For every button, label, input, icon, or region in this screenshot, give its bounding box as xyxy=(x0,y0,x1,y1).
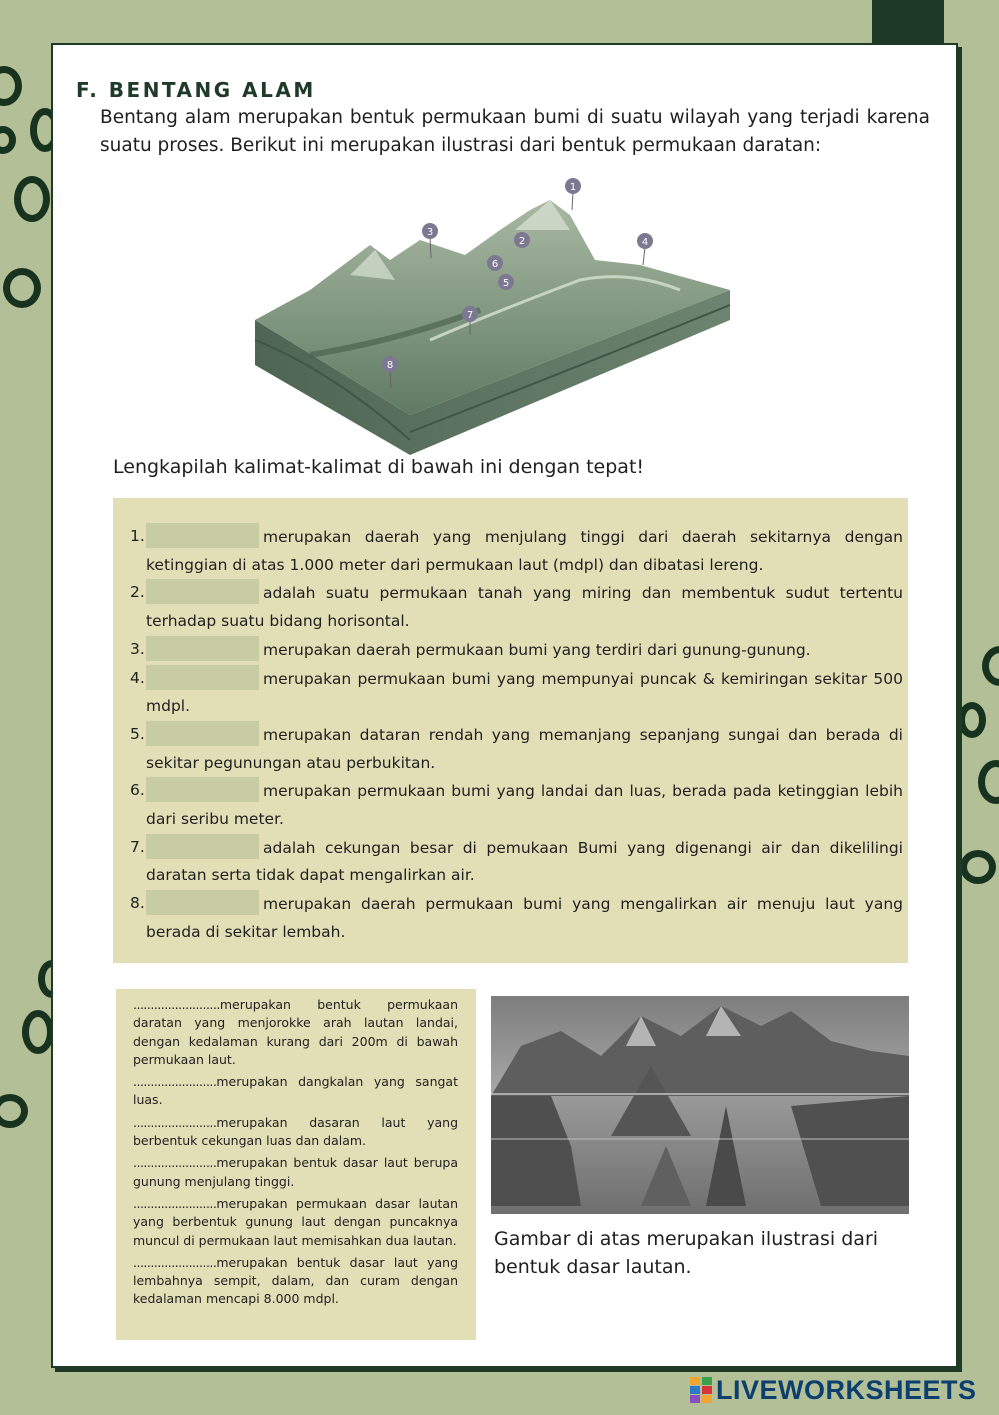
decor-ring xyxy=(3,268,41,308)
question-text: merupakan permukaan bumi yang mempunyai puncak & kemiringan sekitar 500 mdpl. xyxy=(146,669,903,716)
question-list xyxy=(130,523,903,947)
ocean-item-text: merupakan bentuk permukaan daratan yang menjorokke arah lautan landai, dengan kedalaman kurang dari 200m di bawah permukaan laut. xyxy=(133,997,458,1067)
question-text: merupakan daerah yang menjulang tinggi dari daerah sekitarnya dengan ketinggian di atas 1.000 meter dari permukaan laut (mdpl) dan dibatasi lereng. xyxy=(146,528,903,574)
question-text: merupakan dataran rendah yang memanjang sepanjang sungai dan berada di sekitar pegunungan atau perbukitan. xyxy=(146,725,903,772)
answer-blank-6[interactable] xyxy=(146,777,259,802)
seafloor-illustration xyxy=(491,996,909,1214)
decor-ring xyxy=(958,702,986,738)
marker-8: 8 xyxy=(386,360,394,371)
marker-1: 1 xyxy=(569,182,577,193)
answer-dots-2[interactable]: ........................ xyxy=(133,1074,217,1090)
decor-ring xyxy=(0,66,22,106)
landform-illustration xyxy=(250,170,750,460)
question-item xyxy=(130,890,903,946)
answer-dots-3[interactable]: ........................ xyxy=(133,1114,217,1130)
decor-ring xyxy=(960,850,996,884)
answer-blank-4[interactable] xyxy=(146,665,259,690)
question-item xyxy=(130,579,903,635)
answer-blank-1[interactable] xyxy=(146,523,259,548)
brand-text: LIVEWORKSHEETS xyxy=(716,1374,977,1405)
corner-block xyxy=(872,0,944,44)
ocean-item xyxy=(133,1254,458,1309)
decor-ring xyxy=(978,760,999,804)
decor-ring xyxy=(0,126,16,154)
answer-dots-6[interactable]: ........................ xyxy=(133,1254,217,1270)
question-item xyxy=(130,636,903,665)
marker-5: 5 xyxy=(502,278,510,289)
question-text: merupakan daerah permukaan bumi yang mengalirkan air menuju laut yang berada di sekitar lembah. xyxy=(146,895,903,941)
answer-blank-8[interactable] xyxy=(146,890,259,915)
decor-ring xyxy=(982,646,999,686)
ocean-item xyxy=(133,1154,458,1191)
ocean-item-text: merupakan dasaran laut yang berbentuk cekungan luas dan dalam. xyxy=(133,1114,458,1149)
question-item xyxy=(130,523,903,579)
question-number: 2. xyxy=(130,583,145,602)
question-number: 4. xyxy=(130,668,145,687)
liveworksheets-brand[interactable] xyxy=(690,1374,977,1406)
question-number: 7. xyxy=(130,837,145,856)
question-text: adalah cekungan besar di pemukaan Bumi yang digenangi air dan dikelilingi daratan serta tidak dapat mengalirkan air. xyxy=(146,838,903,885)
answer-blank-7[interactable] xyxy=(146,834,259,859)
decor-ring xyxy=(0,1094,28,1128)
marker-2: 2 xyxy=(518,236,526,247)
question-text: merupakan daerah permukaan bumi yang terdiri dari gunung-gunung. xyxy=(263,640,811,659)
question-text: merupakan permukaan bumi yang landai dan luas, berada pada ketinggian lebih dari seribu meter. xyxy=(146,782,903,829)
intro-paragraph: Bentang alam merupakan bentuk permukaan bumi di suatu wilayah yang terjadi karena suatu proses. Berikut ini merupakan ilustrasi dari bentuk permukaan daratan: xyxy=(100,107,930,156)
ocean-item-text: merupakan bentuk dasar laut berupa gunung menjulang tinggi. xyxy=(133,1155,458,1189)
ocean-item xyxy=(133,1073,458,1110)
decor-ring xyxy=(14,176,50,222)
question-item xyxy=(130,777,903,833)
question-item xyxy=(130,721,903,777)
answer-blank-5[interactable] xyxy=(146,721,259,746)
question-text: adalah suatu permukaan tanah yang miring dan membentuk sudut tertentu terhadap suatu bidang horisontal. xyxy=(146,584,903,631)
seafloor-caption: Gambar di atas merupakan ilustrasi dari bentuk dasar lautan. xyxy=(494,1228,879,1278)
answer-blank-3[interactable] xyxy=(146,636,259,661)
question-number: 5. xyxy=(130,724,145,743)
question-number: 8. xyxy=(130,894,145,913)
decor-ring xyxy=(22,1010,54,1054)
marker-7: 7 xyxy=(466,310,474,321)
ocean-floor-list xyxy=(133,996,458,1313)
ocean-item-text: merupakan dangkalan yang sangat luas. xyxy=(133,1074,458,1108)
liveworksheets-logo-icon xyxy=(690,1377,712,1403)
question-item xyxy=(130,665,903,721)
answer-dots-1[interactable]: ......................... xyxy=(133,997,220,1012)
instruction-text: Lengkapilah kalimat-kalimat di bawah ini dengan tepat! xyxy=(113,456,645,478)
answer-dots-5[interactable]: ........................ xyxy=(133,1195,217,1211)
ocean-item-text: merupakan permukaan dasar lautan yang berbentuk gunung laut dengan puncaknya muncul di permukaan laut memisahkan dua lautan. xyxy=(133,1195,458,1248)
marker-4: 4 xyxy=(641,237,649,248)
section-heading: F. BENTANG ALAM xyxy=(76,78,316,102)
marker-3: 3 xyxy=(426,227,434,238)
ocean-item xyxy=(133,996,458,1069)
question-number: 1. xyxy=(130,527,145,545)
ocean-item xyxy=(133,1114,458,1151)
marker-6: 6 xyxy=(491,259,499,270)
answer-dots-4[interactable]: ........................ xyxy=(133,1155,217,1171)
ocean-item xyxy=(133,1195,458,1250)
ocean-item-text: merupakan bentuk dasar laut yang lembahnya sempit, dalam, dan curam dengan kedalaman mencapi 8.000 mdpl. xyxy=(133,1254,458,1307)
question-number: 6. xyxy=(130,781,145,800)
question-item xyxy=(130,834,903,890)
answer-blank-2[interactable] xyxy=(146,579,259,604)
question-number: 3. xyxy=(130,639,145,658)
